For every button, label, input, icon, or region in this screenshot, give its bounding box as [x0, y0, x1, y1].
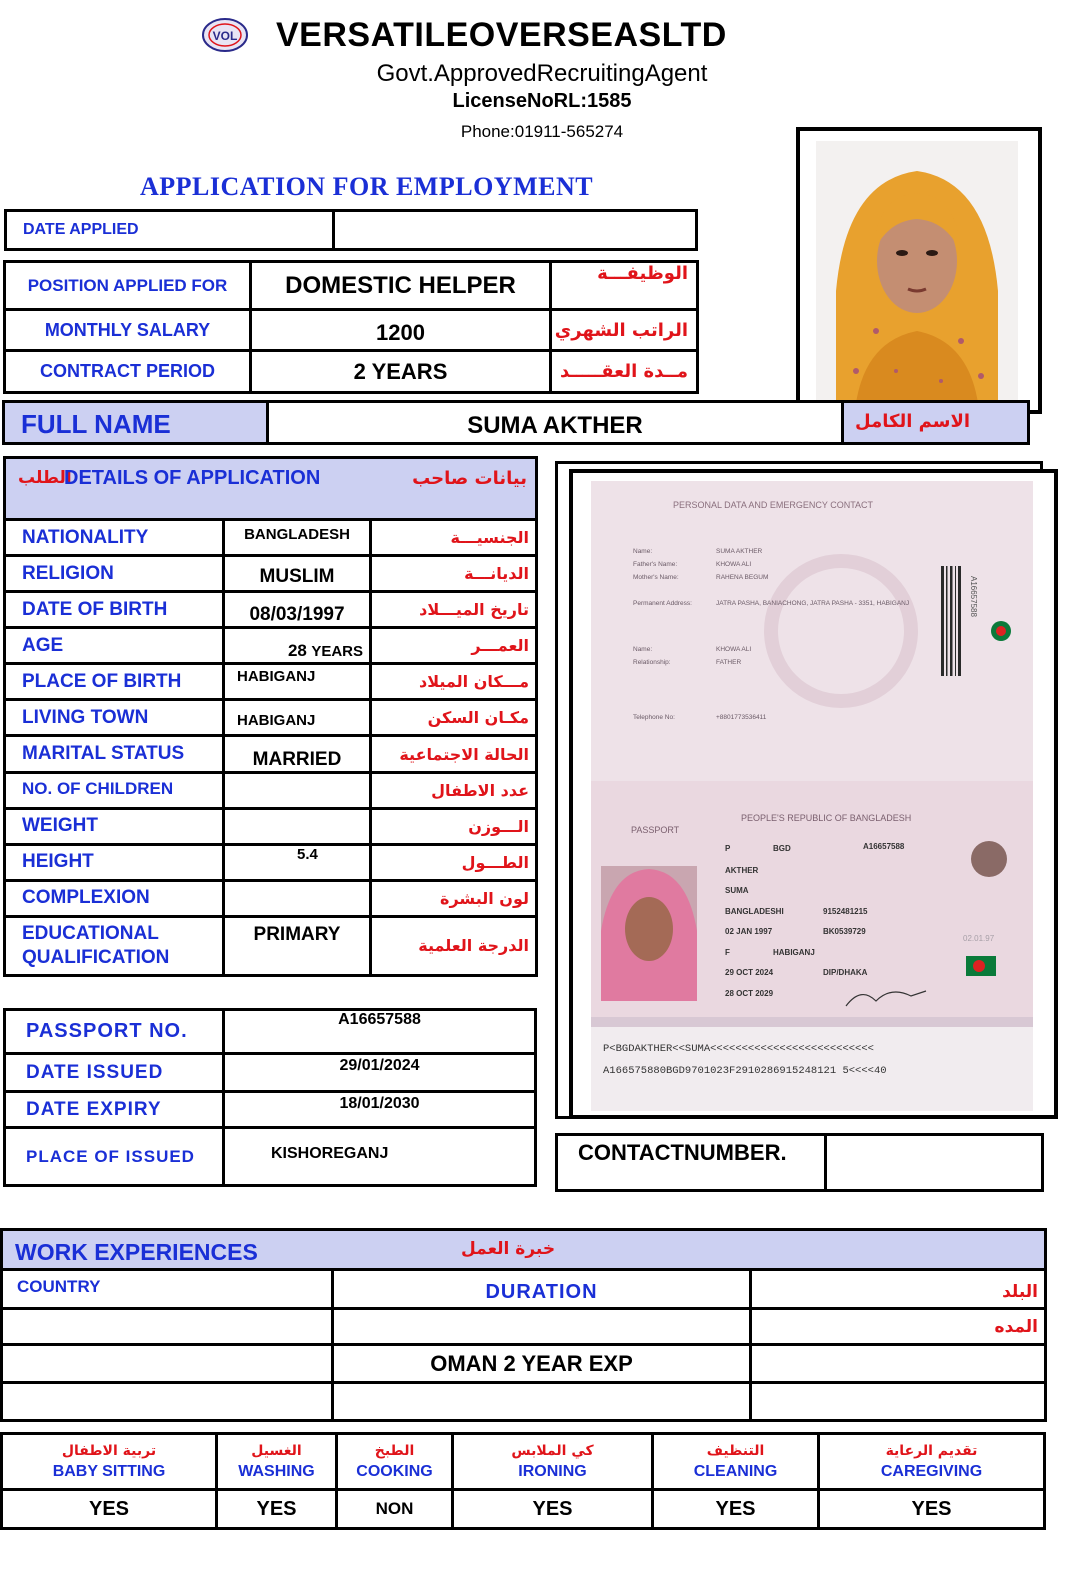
position-value: DOMESTIC HELPER: [251, 262, 551, 310]
work-row3-country: [2, 1383, 333, 1421]
weight-arabic: الـــوزن: [371, 808, 537, 844]
date-applied-table: [4, 209, 698, 251]
applicant-photo: [816, 141, 1018, 403]
pp-mrz1: P<BGDAKTHER<<SUMA<<<<<<<<<<<<<<<<<<<<<<<<<<: [603, 1043, 874, 1055]
pob-value: HABIGANJ: [224, 664, 371, 700]
date-expiry-label: DATE EXPIRY: [5, 1092, 224, 1128]
work-title: WORK EXPERIENCES: [15, 1239, 258, 1265]
form-title: APPLICATION FOR EMPLOYMENT: [140, 172, 594, 201]
age-number: 28: [287, 641, 307, 661]
contract-arabic: مــدة العقـــــد: [551, 351, 698, 393]
passport-scan-image: [591, 481, 1033, 1111]
living-town-label: LIVING TOWN: [5, 700, 224, 736]
complexion-value: [224, 880, 371, 916]
work-header: [0, 1228, 1047, 1271]
age-label: AGE: [5, 628, 224, 664]
pp-emergency-name: KHOWA ALI: [716, 646, 752, 653]
salary-label: MONTHLY SALARY: [5, 310, 251, 351]
age-arabic: العمـــر: [371, 628, 537, 664]
position-arabic: الوظيفـــة: [551, 262, 698, 310]
skill-ironing-label: IRONING: [518, 1462, 587, 1480]
nationality-arabic: الجنسيـــة: [371, 520, 537, 556]
living-town-arabic: مكـان السكن: [371, 700, 537, 736]
svg-text:Father's Name:: Father's Name:: [633, 561, 678, 568]
pp-expiry-date: 28 OCT 2029: [725, 989, 774, 998]
skill-cleaning-value: YES: [653, 1490, 819, 1529]
weight-value: [224, 808, 371, 844]
complexion-label: COMPLEXION: [5, 880, 224, 916]
company-name: VERSATILEOVERSEASLTD: [276, 16, 727, 54]
pp-relationship: FATHER: [716, 659, 742, 666]
work-entry: OMAN 2 YEAR EXP: [333, 1345, 751, 1383]
place-issued-label: PLACE OF ISSUED: [5, 1128, 224, 1186]
children-arabic: عدد الاطفال: [371, 772, 537, 808]
work-arabic-country: البلد: [751, 1270, 1046, 1309]
nationality-value: BANGLADESH: [224, 520, 371, 556]
weight-label: WEIGHT: [5, 808, 224, 844]
svg-text:Relationship:: Relationship:: [633, 659, 671, 666]
full-name-arabic: الاسم الكامل: [855, 411, 971, 432]
license-number: LicenseNoRL:1585: [452, 90, 632, 112]
work-row2-country: [2, 1345, 333, 1383]
education-value: PRIMARY: [224, 916, 371, 975]
pp-personal-no: 9152481215: [823, 907, 868, 916]
work-row3-extra: [751, 1383, 1046, 1421]
svg-text:Name:: Name:: [633, 548, 653, 555]
details-table: [3, 518, 538, 977]
details-header: [3, 456, 538, 520]
date-issued-value: 29/01/2024: [224, 1054, 536, 1092]
skill-cleaning-arabic: التنظيف: [706, 1442, 765, 1459]
applicant-photo-frame: [796, 127, 1042, 414]
dob-arabic: تاريخ الميـــلاد: [371, 592, 537, 628]
pp-sex: F: [725, 948, 730, 957]
place-issued-value: KISHOREGANJ: [224, 1128, 536, 1186]
work-col-duration: DURATION: [333, 1270, 751, 1309]
pp-passport-word: PASSPORT: [631, 825, 680, 835]
contact-divider: [824, 1133, 827, 1192]
skill-washing-label: WASHING: [238, 1462, 315, 1480]
pp-code: BGD: [773, 844, 791, 853]
work-arabic-duration: المده: [751, 1309, 1046, 1345]
phone-number: Phone:01911-565274: [460, 122, 624, 141]
age-value: [224, 628, 371, 664]
skill-washing-arabic: الغسيل: [251, 1442, 302, 1459]
skill-baby-sitting-header: [2, 1434, 217, 1490]
marital-status-value: MARRIED: [224, 736, 371, 772]
complexion-arabic: لون البشرة: [371, 880, 537, 916]
age-unit: YEARS: [311, 643, 363, 661]
pp-type: P: [725, 844, 731, 853]
skill-cooking-value: NON: [337, 1490, 453, 1529]
pp-pob: HABIGANJ: [773, 948, 815, 957]
svg-text:Name:: Name:: [633, 646, 653, 653]
skill-ironing-arabic: كي الملابس: [511, 1442, 594, 1459]
skill-caregiving-value: YES: [819, 1490, 1045, 1529]
skill-caregiving-arabic: تقديم الرعاية: [885, 1442, 978, 1459]
position-label: POSITION APPLIED FOR: [5, 262, 251, 310]
religion-arabic: الديانـــة: [371, 556, 537, 592]
date-issued-label: DATE ISSUED: [5, 1054, 224, 1092]
tagline: Govt.ApprovedRecruitingAgent: [376, 60, 708, 87]
marital-status-label: MARITAL STATUS: [5, 736, 224, 772]
pp-mrz2: A166575880BGD9701023F2910286915248121 5<<<<40: [603, 1065, 887, 1077]
svg-text:Mother's Name:: Mother's Name:: [633, 574, 679, 581]
passport-scan-frame: [569, 469, 1058, 1119]
logo-text: VOL: [212, 29, 238, 43]
position-table: [3, 260, 699, 394]
pp-dob: 02 JAN 1997: [725, 927, 773, 936]
living-town-value: HABIGANJ: [224, 700, 371, 736]
height-arabic: الطـــول: [371, 844, 537, 880]
pob-arabic: مـــكان الميلاد: [371, 664, 537, 700]
work-col-country: COUNTRY: [2, 1270, 333, 1309]
pp-personal-title: PERSONAL DATA AND EMERGENCY CONTACT: [673, 500, 874, 510]
full-name-label: FULL NAME: [21, 409, 171, 439]
pp-telephone: +8801773536411: [716, 714, 767, 721]
skill-washing-value: YES: [217, 1490, 337, 1529]
children-label: NO. OF CHILDREN: [5, 772, 224, 808]
skill-caregiving-label: CAREGIVING: [880, 1462, 983, 1480]
pp-father: KHOWA ALI: [716, 561, 752, 568]
children-value: [224, 772, 371, 808]
work-table: [0, 1268, 1047, 1422]
pp-nationality: BANGLADESHI: [725, 907, 784, 916]
marital-status-arabic: الحالة الاجتماعية: [371, 736, 537, 772]
contact-label: CONTACTNUMBER.: [578, 1140, 787, 1165]
nationality-label: NATIONALITY: [5, 520, 224, 556]
details-title-arabic-right: بيانات صاحب: [412, 468, 527, 489]
religion-value: MUSLIM: [224, 556, 371, 592]
pob-label: PLACE OF BIRTH: [5, 664, 224, 700]
height-label: HEIGHT: [5, 844, 224, 880]
passport-no-value: A16657588: [224, 1010, 536, 1054]
skills-table: [0, 1432, 1046, 1530]
pp-barcode-number: A16657588: [969, 576, 978, 617]
work-title-arabic: خبرة العمل: [461, 1239, 556, 1259]
dob-label: DATE OF BIRTH: [5, 592, 224, 628]
company-logo-icon: [200, 16, 250, 54]
pp-issue-date: 29 OCT 2024: [725, 968, 774, 977]
work-row1-country: [2, 1309, 333, 1345]
details-title: DETAILS OF APPLICATION: [64, 467, 321, 489]
work-row1-duration: [333, 1309, 751, 1345]
education-label: EDUCATIONAL QUALIFICATION: [5, 916, 224, 975]
skill-cooking-arabic: الطبخ: [374, 1442, 415, 1459]
passport-no-label: PASSPORT NO.: [5, 1010, 224, 1054]
full-name-row: [2, 400, 1030, 445]
pp-address: JATRA PASHA, BANIACHONG, JATRA PASHA - 3351, HABIGANJ: [716, 600, 910, 607]
pp-prev-passport: BK0539729: [823, 927, 866, 936]
pp-given-name: SUMA: [725, 886, 749, 895]
religion-label: RELIGION: [5, 556, 224, 592]
svg-text:Telephone No:: Telephone No:: [633, 714, 675, 721]
salary-arabic: الراتب الشهري: [551, 310, 698, 351]
skill-cooking-header: [337, 1434, 453, 1490]
skill-cooking-label: COOKING: [356, 1462, 433, 1480]
skill-ironing-header: [453, 1434, 653, 1490]
height-value: 5.4: [224, 844, 371, 880]
skill-caregiving-header: [819, 1434, 1045, 1490]
work-row3-duration: [333, 1383, 751, 1421]
skill-baby-sitting-label: BABY SITTING: [52, 1462, 166, 1480]
full-name-value: SUMA AKTHER: [266, 400, 844, 445]
date-applied-label: DATE APPLIED: [6, 211, 334, 250]
contact-box: [555, 1133, 1044, 1192]
details-title-arabic-left: الطلب: [18, 468, 72, 488]
pp-country-header: PEOPLE'S REPUBLIC OF BANGLADESH: [741, 813, 912, 823]
salary-value: 1200: [251, 310, 551, 351]
contract-label: CONTRACT PERIOD: [5, 351, 251, 393]
pp-ghost-date: 02.01.97: [963, 934, 995, 943]
education-arabic: الدرجة العلمية: [371, 916, 537, 975]
pp-surname: AKTHER: [725, 866, 759, 875]
pp-mother: RAHENA BEGUM: [716, 574, 769, 581]
skill-washing-header: [217, 1434, 337, 1490]
skill-cleaning-label: CLEANING: [693, 1462, 778, 1480]
pp-name: SUMA AKTHER: [716, 548, 763, 555]
passport-info-table: [3, 1008, 537, 1187]
date-expiry-value: 18/01/2030: [224, 1092, 536, 1128]
pp-authority: DIP/DHAKA: [823, 968, 868, 977]
svg-text:Permanent Address:: Permanent Address:: [633, 600, 692, 607]
dob-value: 08/03/1997: [224, 592, 371, 628]
contract-value: 2 YEARS: [251, 351, 551, 393]
skill-ironing-value: YES: [453, 1490, 653, 1529]
date-applied-value[interactable]: [334, 211, 697, 250]
skill-baby-sitting-value: YES: [2, 1490, 217, 1529]
skill-cleaning-header: [653, 1434, 819, 1490]
work-row2-extra: [751, 1345, 1046, 1383]
pp-passport-no: A16657588: [863, 842, 905, 851]
skill-baby-sitting-arabic: تربية الاطفال: [61, 1442, 157, 1459]
